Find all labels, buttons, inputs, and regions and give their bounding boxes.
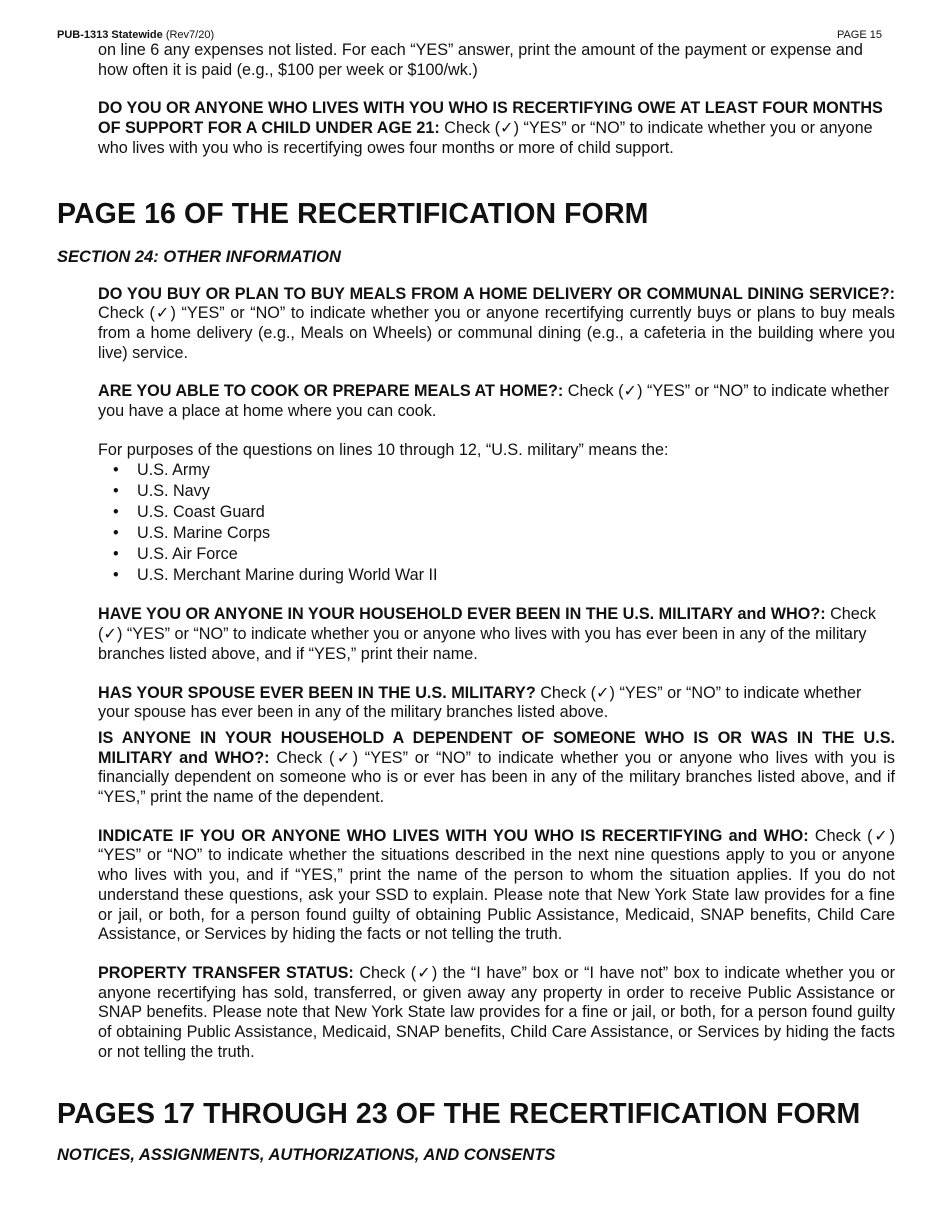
meals-delivery-paragraph [98,285,895,364]
spouse-military-instructions: Check (✓) “YES” or “NO” to indicate whether your spouse has ever been in any of the military branches listed above. [98,683,862,722]
bullet-icon: • [113,461,119,480]
child-support-paragraph [98,99,895,158]
bullet-icon: • [113,566,119,585]
list-item [57,502,895,523]
pages17-23-heading: PAGES 17 THROUGH 23 OF THE RECERTIFICATION FORM [57,1097,861,1130]
household-military-instructions: Check (✓) “YES” or “NO” to indicate whether you or anyone who lives with you has ever been in any of the military branches listed above, and if “YES,” print their name. [98,605,876,663]
bullet-icon: • [113,545,119,564]
branch-label: U.S. Navy [137,482,210,501]
property-transfer-paragraph [98,964,895,1063]
section24-heading: SECTION 24: OTHER INFORMATION [57,247,341,266]
indicate-situations-paragraph [98,827,895,945]
dependent-military-paragraph [98,729,895,808]
bullet-icon: • [113,524,119,543]
list-item [57,481,895,502]
child-support-instructions: Check (✓) “YES” or “NO” to indicate whether you or anyone who lives with you who is recertifying owes four months or more of child support. [98,119,873,157]
branch-label: U.S. Coast Guard [137,503,265,522]
property-transfer-question: PROPERTY TRANSFER STATUS: [98,963,354,982]
page16-heading: PAGE 16 OF THE RECERTIFICATION FORM [57,197,649,230]
household-military-question: HAVE YOU OR ANYONE IN YOUR HOUSEHOLD EVER BEEN IN THE U.S. MILITARY and WHO?: [98,605,826,624]
list-item [57,523,895,544]
spouse-military-question: HAS YOUR SPOUSE EVER BEEN IN THE U.S. MILITARY? [98,683,536,702]
cook-at-home-paragraph [98,382,895,421]
household-military-paragraph [98,605,895,664]
list-item [57,544,895,565]
publication-number: PUB-1313 Statewide [57,29,163,41]
indicate-situations-instructions: Check (✓) “YES” or “NO” to indicate whether the situations described in the next nine questions apply to you or anyone who lives with you, and if “YES,” print the name of the person to whom the situation applies. If you do not understand these questions, ask your SSD to explain. Please note that New York State law provides for a fine or jail, or both, for a person found guilty of obtaining Public Assistance, Medicaid, SNAP benefits, Child Care Assistance, or Services by hiding the facts or not telling the truth. [98,826,895,944]
bullet-icon: • [113,482,119,501]
list-item [57,460,895,481]
branch-label: U.S. Merchant Marine during World War II [137,566,438,585]
branch-label: U.S. Army [137,461,210,480]
branch-label: U.S. Marine Corps [137,524,271,543]
military-definition-intro: For purposes of the questions on lines 10 through 12, “U.S. military” means the: [98,440,669,459]
document-body [57,41,895,1165]
meals-delivery-instructions: Check (✓) “YES” or “NO” to indicate whether you or anyone recertifying currently buys or plans to buy meals from a home delivery (e.g., Meals on Wheels) or communal dining (e.g., a cafeteria in the building where you live) service. [98,304,895,362]
cook-at-home-question: ARE YOU ABLE TO COOK OR PREPARE MEALS AT HOME?: [98,382,564,401]
spouse-military-paragraph [98,684,895,723]
indicate-situations-question: INDICATE IF YOU OR ANYONE WHO LIVES WITH YOU WHO IS RECERTIFYING and WHO: [98,826,809,845]
dependent-military-question: IS ANYONE IN YOUR HOUSEHOLD A DEPENDENT OF SOMEONE WHO IS OR WAS IN THE U.S. MILITARY and WHO?: [98,728,895,767]
list-item [57,565,895,586]
dependent-military-instructions: Check (✓) “YES” or “NO” to indicate whether you or anyone who lives with you is financially dependent on someone who is or ever has been in any of the military branches listed above, and if “YES,” print the name of the dependent. [98,748,895,807]
child-support-question: DO YOU OR ANYONE WHO LIVES WITH YOU WHO IS RECERTIFYING OWE AT LEAST FOUR MONTHS OF SUPPORT FOR A CHILD UNDER AGE 21: [98,99,883,138]
continuation-paragraph: on line 6 any expenses not listed. For each “YES” answer, print the amount of the payment or expense and how often it is paid (e.g., $100 per week or $100/wk.) [98,41,863,79]
bullet-icon: • [113,503,119,522]
publication-id [57,28,214,42]
page-number: PAGE 15 [836,29,882,41]
property-transfer-instructions: Check (✓) the “I have” box or “I have not” box to indicate whether you or anyone recertifying has sold, transferred, or given away any property in order to receive Public Assistance or SNAP benefits. Please note that New York State law provides for a fine or jail, or both, for a person found guilty of obtaining Public Assistance, Medicaid, SNAP benefits, Child Care Assistance, or Services by hiding the facts or not telling the truth. [98,963,895,1061]
meals-delivery-question: DO YOU BUY OR PLAN TO BUY MEALS FROM A HOME DELIVERY OR COMMUNAL DINING SERVICE?: [98,284,895,303]
cook-at-home-instructions: Check (✓) “YES” or “NO” to indicate whether you have a place at home where you can cook. [98,382,889,421]
notices-section-heading: NOTICES, ASSIGNMENTS, AUTHORIZATIONS, AND CONSENTS [57,1145,556,1164]
branch-label: U.S. Air Force [137,545,238,564]
revision-label: (Rev7/20) [165,29,215,41]
military-branches-list [57,460,895,586]
